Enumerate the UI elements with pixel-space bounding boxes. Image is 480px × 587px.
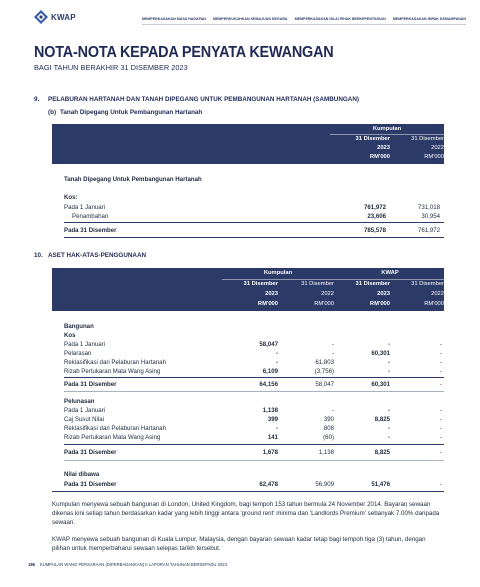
col-unit: RM'000 <box>424 154 444 160</box>
section-label: Bangunan <box>64 323 94 330</box>
note-paragraph: Kumpulan menyewa sebuah bangunan di London, United Kingdom, bagi tempoh 153 tahun bermula 24 November 2014. Bayaran sewaan dikenas kini setiap tahun berdasarkan kadar yang lebih tinggi antara 'ground rent' minima dan 'Landlords Premium' sebanyak 7.00% daripada sewaan. <box>52 501 440 526</box>
cell: - <box>439 425 442 432</box>
cell: - <box>331 407 334 414</box>
cell: - <box>331 341 334 348</box>
cell: 60,301 <box>371 350 390 357</box>
total-cell: 785,578 <box>363 227 386 234</box>
row-label: Pelarasan <box>64 350 92 357</box>
col-year: 2023 <box>377 291 390 297</box>
cell: 141 <box>267 434 278 441</box>
note-9b-heading <box>48 109 202 116</box>
section-label: Nilai dibawa <box>64 471 100 478</box>
table-header-9b <box>52 124 444 164</box>
divider <box>64 460 444 461</box>
total-cell: - <box>439 381 442 388</box>
nav-item[interactable]: MEMPERKUKUHKAN KEMAJUAN NEGARA <box>213 17 288 21</box>
cell: - <box>387 434 390 441</box>
col-header: 31 Disember <box>355 136 390 142</box>
col-header: 31 Disember <box>301 281 334 287</box>
table-caption: Tanah Dipegang Untuk Pembangunan Hartanah <box>64 176 202 183</box>
col-header: 31 Disember <box>411 281 444 287</box>
kos-label: Kos: <box>64 194 78 201</box>
note-number: 10. <box>34 252 43 259</box>
col-header: 31 Disember <box>411 136 444 142</box>
divider <box>64 444 444 445</box>
col-unit: RM'000 <box>369 301 390 307</box>
cell: 6,109 <box>262 368 278 375</box>
row-label: Reklasifikasi dari Pelaburan Hartanah <box>64 359 166 366</box>
total-cell: 51,476 <box>371 481 390 488</box>
col-unit: RM'000 <box>424 301 444 307</box>
row-label: Caj Susut Nilai <box>64 416 104 423</box>
cell: 731,018 <box>417 204 440 211</box>
total-cell: 8,825 <box>374 449 390 456</box>
total-label: Pada 31 Disember <box>64 449 117 456</box>
group-header: Kumpulan <box>263 270 293 276</box>
divider <box>64 222 444 223</box>
total-cell: 1,678 <box>262 449 278 456</box>
row-label: Rizab Pertukaran Mata Wang Asing <box>64 434 161 441</box>
note-9-heading <box>34 96 359 103</box>
group-header: Kumpulan <box>372 126 402 132</box>
nav-item[interactable]: MEMPERKASAKAN NILAI PIHAK BERKEPENTINGAN <box>294 17 386 21</box>
nav-item[interactable]: MEMPERKASAKAN MASA HADAPAN <box>142 17 206 21</box>
sub-title: Tanah Dipegang Untuk Pembangunan Hartanah <box>60 109 203 116</box>
kwap-logo <box>34 10 76 24</box>
cell: - <box>275 350 278 357</box>
kwap-logo-icon <box>34 10 48 24</box>
section-label: Kos <box>64 332 76 339</box>
nav-item[interactable]: MEMPERKASAKAN IMPAK KEMAMPANAN <box>392 17 466 21</box>
cell: - <box>439 350 442 357</box>
divider <box>64 237 444 238</box>
col-unit: RM'000 <box>314 301 334 307</box>
cell: 808 <box>323 425 334 432</box>
cell: 8,825 <box>374 416 390 423</box>
section-label: Pelunasan <box>64 398 95 405</box>
page-footer <box>28 562 227 567</box>
cell: - <box>331 350 334 357</box>
cell: - <box>439 341 442 348</box>
cell: 761,972 <box>363 204 386 211</box>
page-subtitle: BAGI TAHUN BERAKHIR 31 DISEMBER 2023 <box>34 63 188 72</box>
total-cell: - <box>439 449 442 456</box>
divider <box>64 391 444 392</box>
total-label: Pada 31 Disember <box>64 381 117 388</box>
col-header: 31 Disember <box>243 281 278 287</box>
divider <box>64 377 444 378</box>
col-year: 2022 <box>321 291 334 297</box>
row-label: Reklasifikasi dari Pelaburan Hartanah <box>64 425 166 432</box>
top-navigation <box>142 17 466 21</box>
total-cell: 761,972 <box>417 227 440 234</box>
total-cell: 64,156 <box>259 381 278 388</box>
group-header: KWAP <box>381 270 399 276</box>
note-10-heading <box>34 252 146 259</box>
total-cell: 60,301 <box>371 381 390 388</box>
cell: 399 <box>267 416 278 423</box>
cell: - <box>387 341 390 348</box>
col-year: 2023 <box>377 145 390 151</box>
cell: 58,047 <box>259 341 278 348</box>
cell: - <box>387 359 390 366</box>
note-title: ASET HAK-ATAS-PENGGUNAAN <box>48 252 147 259</box>
total-cell: 58,047 <box>315 381 334 388</box>
row-label: Pada 1 Januari <box>64 407 105 414</box>
sub-letter: (b) <box>48 109 57 116</box>
total-cell: - <box>439 481 442 488</box>
row-label: Penambahan <box>72 213 109 220</box>
cell: 23,606 <box>367 213 386 220</box>
cell: - <box>439 434 442 441</box>
total-label: Pada 31 Disember <box>64 227 117 234</box>
cell: - <box>439 368 442 375</box>
note-title: PELABURAN HARTANAH DAN TANAH DIPEGANG UNTUK PEMBANGUNAN HARTANAH (SAMBUNGAN) <box>48 96 359 103</box>
cell: 390 <box>323 416 334 423</box>
divider <box>52 491 444 492</box>
cell: 61,803 <box>315 359 334 366</box>
table-header-10 <box>52 268 444 311</box>
cell: - <box>439 416 442 423</box>
total-cell: 62,478 <box>259 481 278 488</box>
row-label: Pada 1 Januari <box>64 341 105 348</box>
cell: - <box>275 359 278 366</box>
cell: - <box>387 425 390 432</box>
row-label: Rizab Pertukaran Mata Wang Asing <box>64 368 161 375</box>
cell: - <box>387 407 390 414</box>
nav-divider <box>142 24 466 25</box>
footer-text: KUMPULAN WANG PERSARAAN (DIPERBADANKAN) II LAPORAN TAHUNAN BERSEPADU 2023 <box>40 562 227 567</box>
col-year: 2022 <box>431 291 444 297</box>
col-header: 31 Disember <box>355 281 390 287</box>
col-year: 2022 <box>431 145 444 151</box>
cell: 1,138 <box>262 407 278 414</box>
cell: (3,756) <box>314 368 334 375</box>
col-unit: RM'000 <box>369 154 390 160</box>
cell: - <box>439 359 442 366</box>
page-number: 186 <box>28 562 35 567</box>
logo-text: KWAP <box>51 12 76 22</box>
cell: (60) <box>323 434 334 441</box>
page-title: NOTA-NOTA KEPADA PENYATA KEWANGAN <box>34 44 334 61</box>
note-number: 9. <box>34 96 40 103</box>
note-paragraph: KWAP menyewa sebuah bangunan di Kuala Lumpur, Malaysia, dengan bayaran sewaan kadar tetap bagi tempoh tiga (3) tahun, dengan pilihan untuk memperbaharui sewaan selepas tarikh tersebut. <box>52 536 426 552</box>
total-cell: 1,138 <box>318 449 334 456</box>
cell: - <box>439 407 442 414</box>
row-label: Pada 1 Januari <box>64 204 105 211</box>
col-year: 2023 <box>265 291 278 297</box>
total-cell: 56,909 <box>315 481 334 488</box>
total-label: Pada 31 Disember <box>64 481 117 488</box>
cell: 30,954 <box>421 213 440 220</box>
cell: - <box>387 368 390 375</box>
col-unit: RM'000 <box>257 301 278 307</box>
cell: - <box>275 425 278 432</box>
